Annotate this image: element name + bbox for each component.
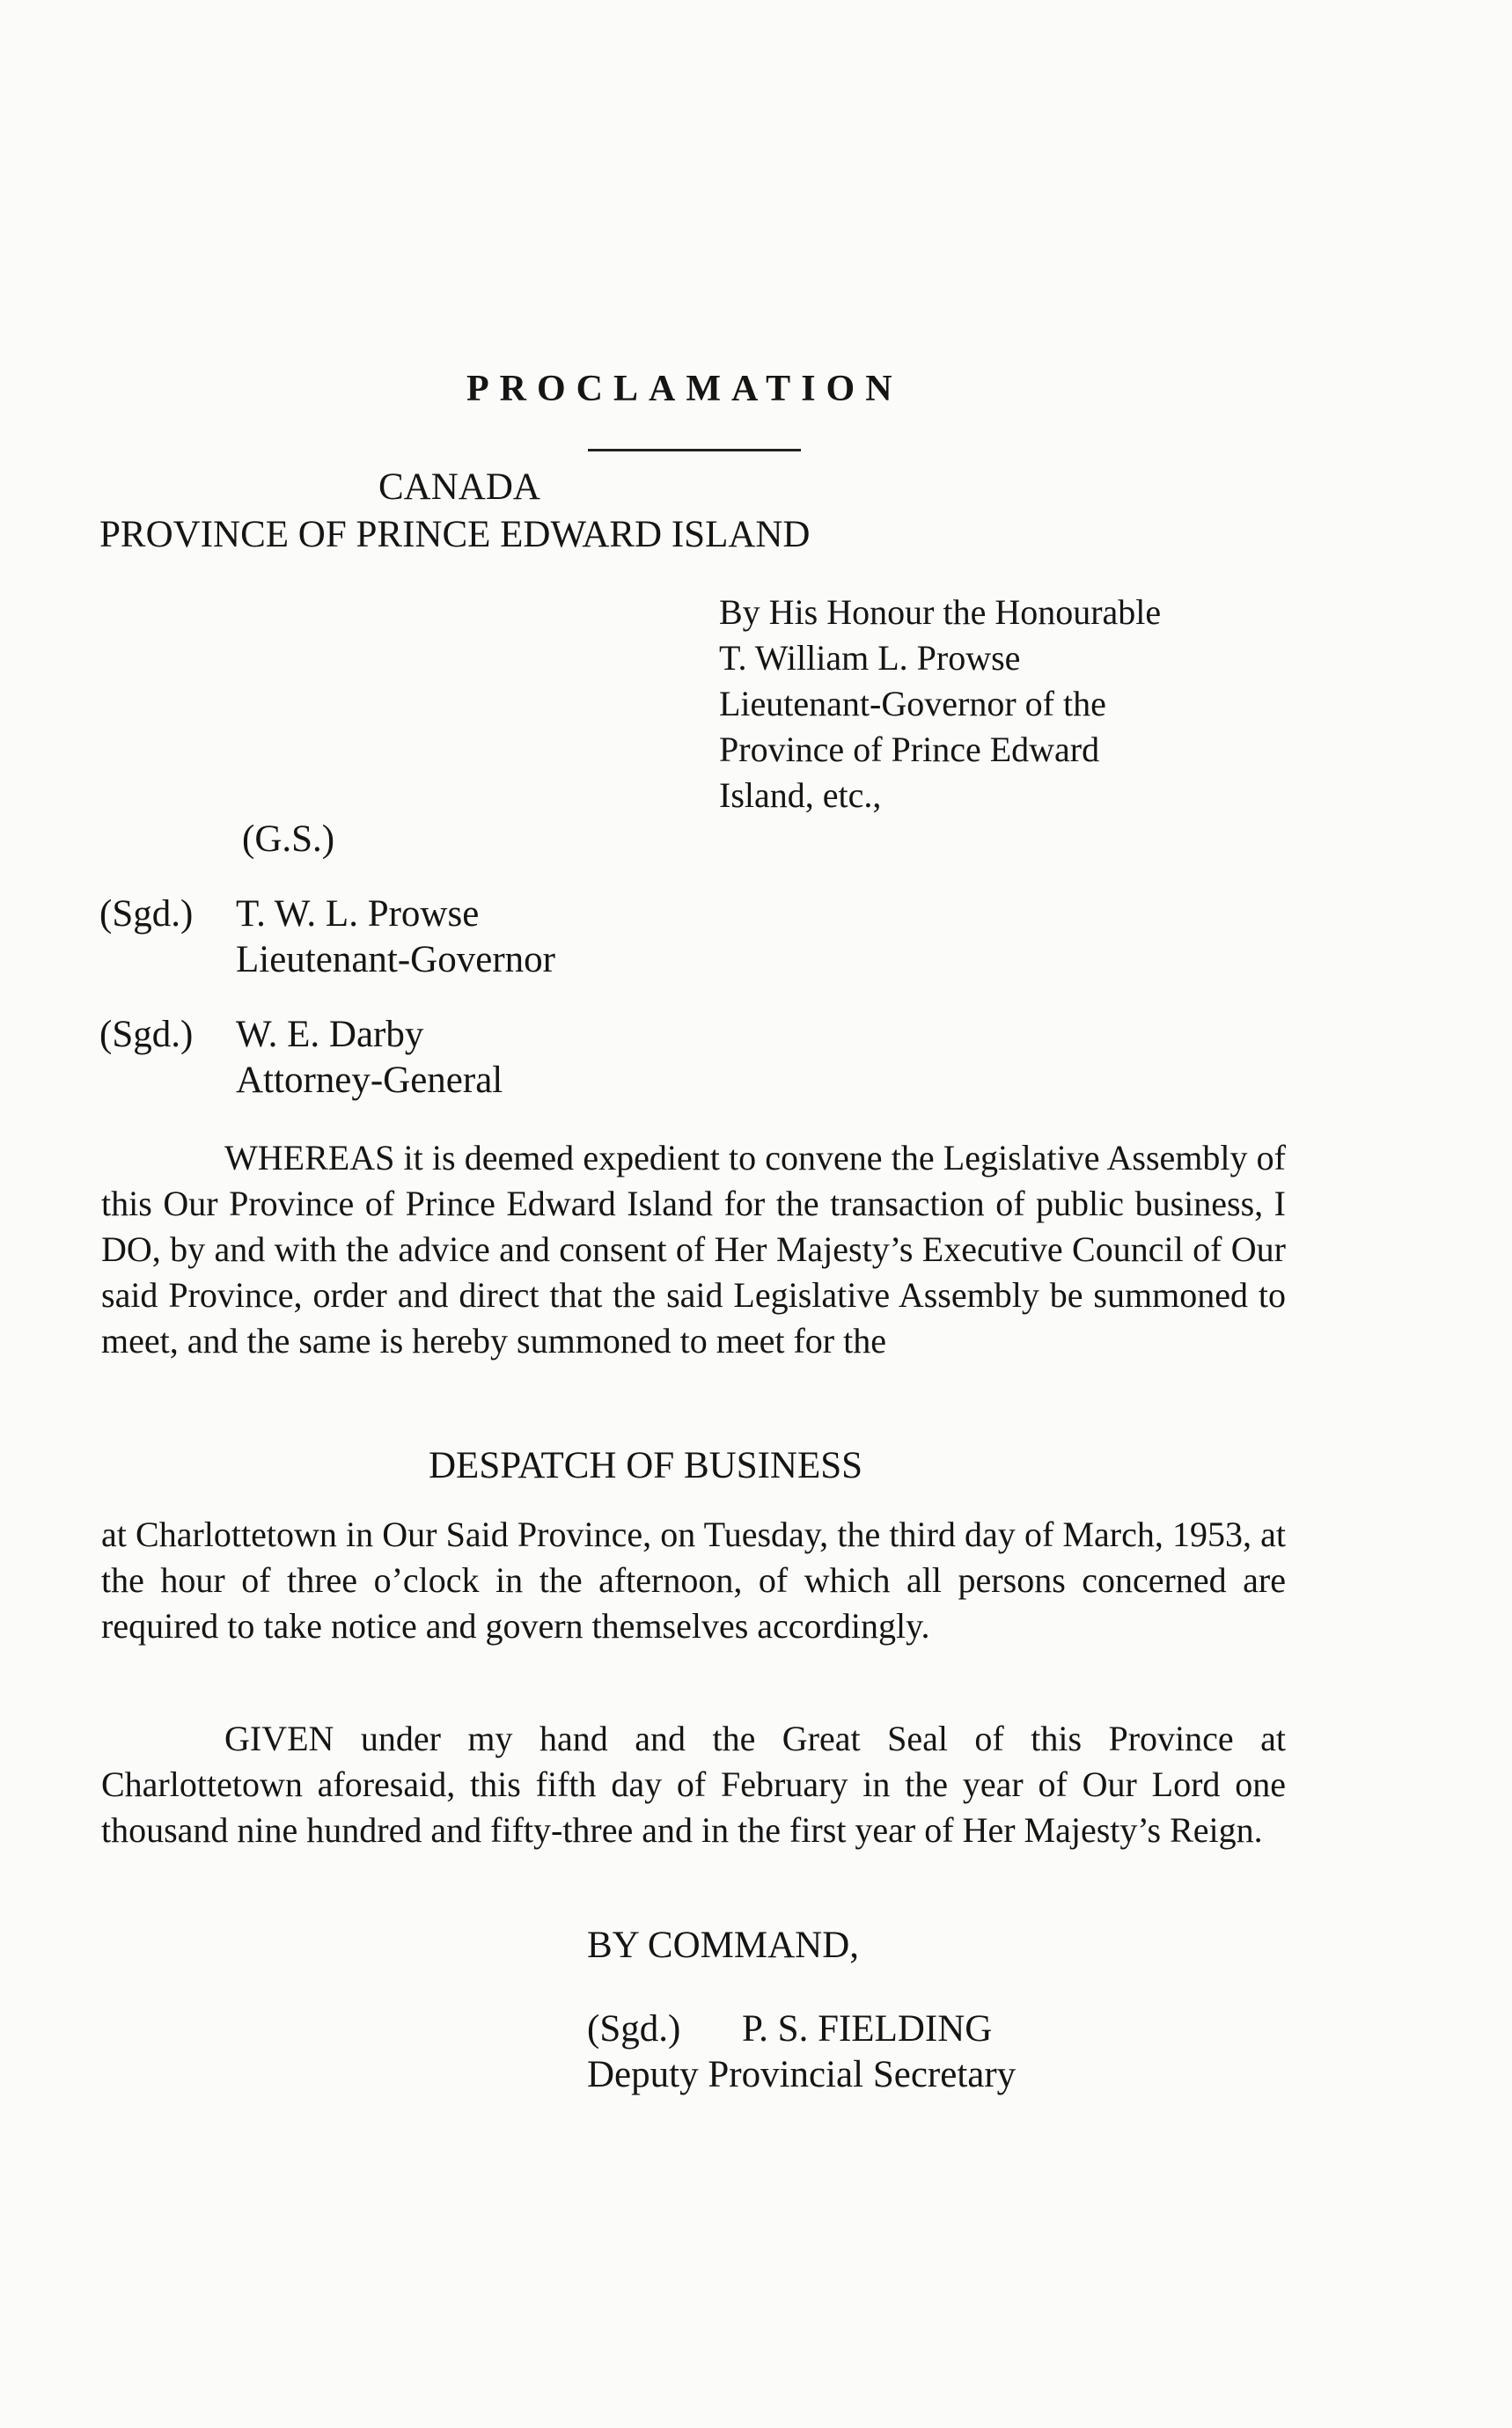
signature-prefix: (Sgd.) <box>99 893 194 935</box>
signature-title: Deputy Provincial Secretary <box>587 2054 1017 2095</box>
given-paragraph: GIVEN under my hand and the Great Seal of this Province at Charlottetown aforesaid, this fifth day of February in the year of Our Lord one thousand nine hundred and fifty-three and in the first year of Her Majesty’s Reign. <box>101 1719 1286 1850</box>
province-heading: PROVINCE OF PRINCE EDWARD ISLAND <box>99 514 811 555</box>
title-rule <box>588 449 801 451</box>
signature-prefix: (Sgd.) <box>587 2008 681 2050</box>
honour-block <box>719 590 1161 818</box>
signature-name: W. E. Darby <box>236 1014 424 1055</box>
country-heading: CANADA <box>378 466 540 508</box>
honour-line: Lieutenant-Governor of the <box>719 684 1106 723</box>
honour-line: T. William L. Prowse <box>719 638 1021 678</box>
honour-line: By His Honour the Honourable <box>719 592 1162 632</box>
honour-line: Island, etc., <box>719 775 882 815</box>
whereas-paragraph: WHEREAS it is deemed expedient to convene the Legislative Assembly of this Our Province of Prince Edward Island for the transaction of public business, I DO, by and with the advice and consent of Her Majesty’s Executive Council of Our said Province, order and direct that the said Legislative Assembly be summoned to meet, and the same is hereby summoned to meet for the <box>101 1138 1286 1361</box>
section-heading: DESPATCH OF BUSINESS <box>429 1445 863 1486</box>
great-seal-mark: (G.S.) <box>242 818 335 860</box>
signature-title: Attorney-General <box>236 1060 503 1101</box>
by-command: BY COMMAND, <box>587 1925 859 1966</box>
charlottetown-paragraph: at Charlottetown in Our Said Province, on Tuesday, the third day of March, 1953, at the hour of three o’clock in the afternoon, of which all persons concerned are required to take notice and govern themselves accordingly. <box>101 1515 1286 1646</box>
page-title: PROCLAMATION <box>466 369 903 409</box>
signature-prefix: (Sgd.) <box>99 1014 194 1055</box>
signature-title: Lieutenant-Governor <box>236 939 555 980</box>
signature-name: P. S. FIELDING <box>742 2008 993 2050</box>
honour-line: Province of Prince Edward <box>719 730 1100 769</box>
signature-name: T. W. L. Prowse <box>236 893 480 935</box>
